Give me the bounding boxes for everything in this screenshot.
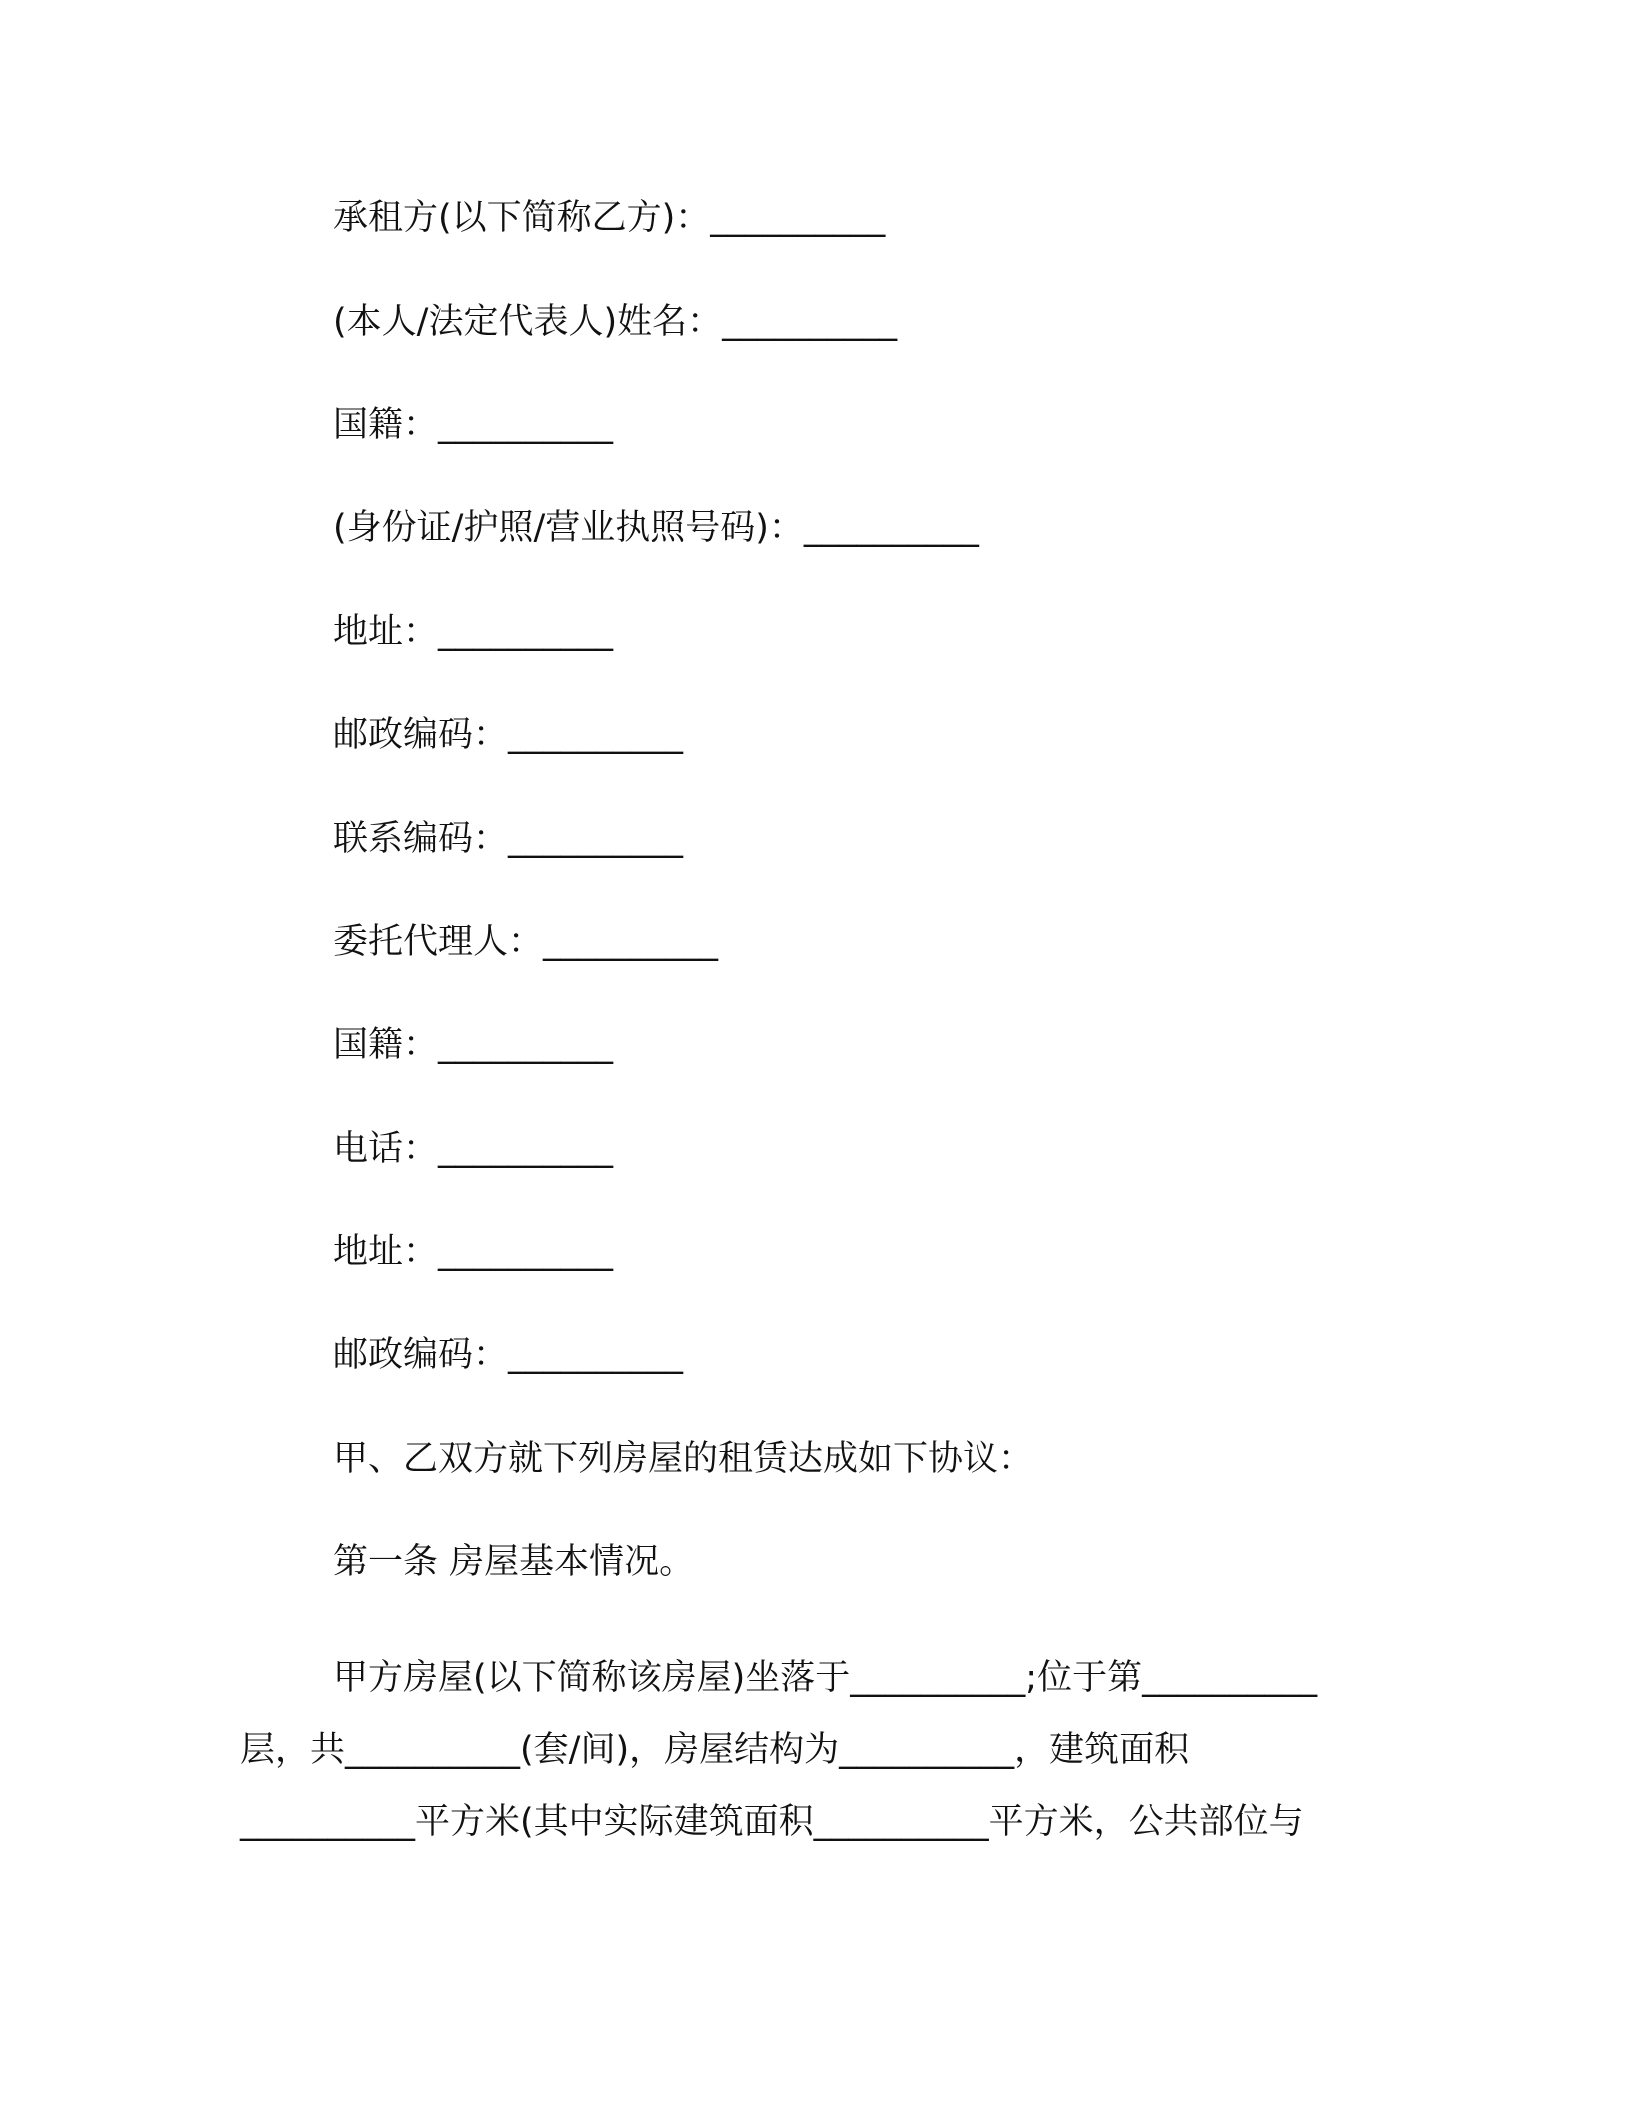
nationality-line: 国籍：__________ [333,405,614,445]
id-number-line: (身份证/护照/营业执照号码)：__________ [333,508,979,548]
postal-code-line: 邮政编码：__________ [333,715,684,755]
agent-address-line: 地址：__________ [333,1232,614,1272]
property-description-paragraph [240,1642,1380,1858]
agent-nationality-line: 国籍：__________ [333,1025,614,1065]
address-line: 地址：__________ [333,612,614,652]
phone-line: 电话：__________ [333,1129,614,1169]
article-one-heading: 第一条 房屋基本情况。 [333,1542,695,1582]
paragraph-line: 甲方房屋(以下简称该房屋)坐落于__________;位于第__________ [333,1658,1318,1698]
contact-code-line: 联系编码：__________ [333,819,684,859]
agent-postal-code-line: 邮政编码：__________ [333,1335,684,1375]
agent-line: 委托代理人：__________ [333,922,719,962]
paragraph-line: 层，共__________(套/间)，房屋结构为__________，建筑面积 [240,1730,1190,1770]
legal-representative-line: (本人/法定代表人)姓名：__________ [333,302,898,342]
tenant-line: 承租方(以下简称乙方)：__________ [333,198,886,238]
agreement-intro-line: 甲、乙双方就下列房屋的租赁达成如下协议： [333,1439,1034,1479]
paragraph-line: __________平方米(其中实际建筑面积__________平方米，公共部位与 [240,1802,1304,1842]
